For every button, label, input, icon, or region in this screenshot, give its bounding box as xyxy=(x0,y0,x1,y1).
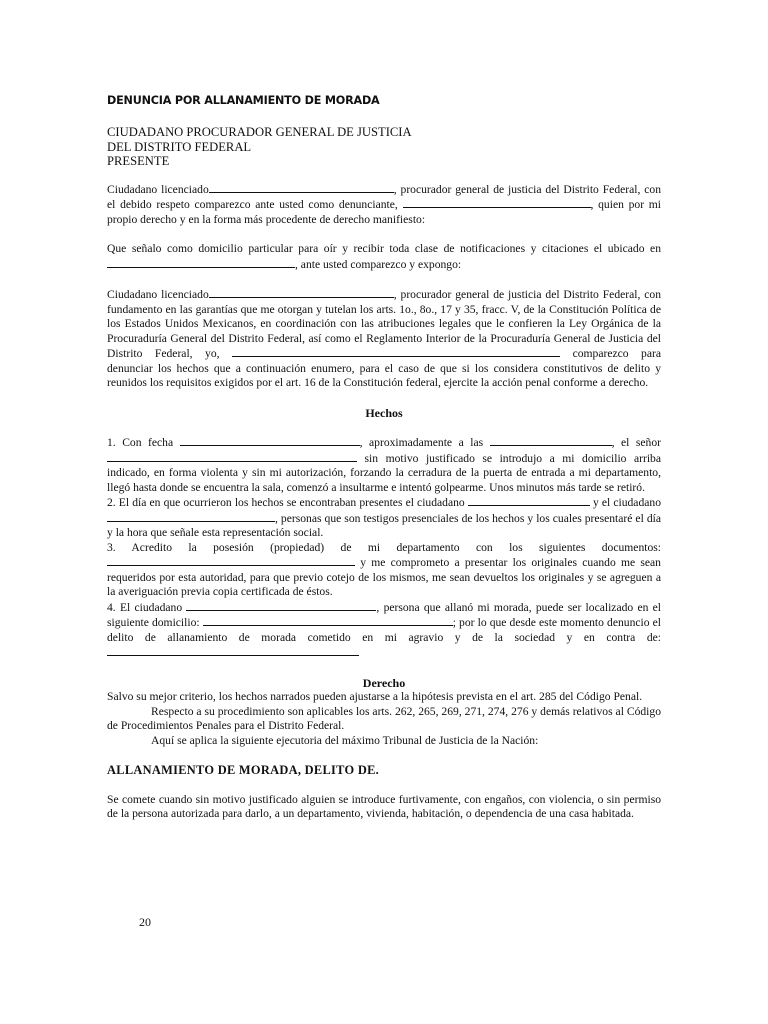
addressee-block xyxy=(107,125,661,169)
derecho-paragraph-2: Respecto a su procedimiento son aplicables los arts. 262, 265, 269, 271, 274, 276 y demás relativos al Código de Procedimientos Penales para el Distrito Federal. xyxy=(107,704,661,733)
blank-hora xyxy=(490,435,612,446)
hecho-3 xyxy=(107,541,661,600)
document-title: DENUNCIA POR ALLANAMIENTO DE MORADA xyxy=(107,94,380,107)
jurisprudence-title: ALLANAMIENTO DE MORADA, DELITO DE. xyxy=(107,763,380,778)
hecho4-text-c: ; por lo que desde este momento denuncio el delito de allanamiento de morada cometido en mi agravio y de la sociedad y en contra de: xyxy=(107,616,662,644)
para1-text-c: , quien por mi propio derecho y en la forma más procedente de derecho manifiesto: xyxy=(107,198,662,226)
blank-allanador-name xyxy=(186,600,376,611)
para2-text-b: , ante usted comparezco y expongo: xyxy=(295,257,462,271)
hecho3-text-b: y me comprometo a presentar los originales cuando me sean requeridos por esta autoridad, para que previo cotejo de los mismos, me sean devueltos los originales y se agreguen a la averiguación previa copia certificada de éstos. xyxy=(107,556,661,599)
paragraph-fundamento xyxy=(107,287,661,391)
hecho1-text-d: sin motivo justificado se introdujo a mi domicilio arriba indicado, en forma violenta y sin mi autorización, forzando la cerradura de la puerta de entrada a mi departamento, llegó hasta donde se encuentra la sala, comenzó a insultarme e intentó golpearme. Unos minutos más tarde se retiró. xyxy=(107,451,662,494)
addressee-line-2: DEL DISTRITO FEDERAL xyxy=(107,139,252,154)
hecho1-text-b: , aproximadamente a las xyxy=(359,436,484,450)
para2-text-a: Que señalo como domicilio particular para oír y recibir toda clase de notificaciones y citaciones el ubicado en xyxy=(107,242,661,256)
blank-senor-name xyxy=(107,451,357,462)
hecho-1 xyxy=(107,435,661,495)
para3-text-a: Ciudadano licenciado xyxy=(107,288,209,302)
document-page xyxy=(107,94,661,822)
blank-compareciente-name xyxy=(232,346,560,357)
blank-en-contra-de xyxy=(107,645,359,656)
hecho-2 xyxy=(107,495,661,541)
hecho2-text-c: , personas que son testigos presenciales de los hechos y los cuales presentaré el día y la hora que señale esta representación social. xyxy=(107,511,661,540)
hecho4-text-b: , persona que allanó mi morada, puede ser localizado en el siguiente domicilio: xyxy=(107,600,661,630)
derecho-paragraph-3: Aquí se aplica la siguiente ejecutoria del máximo Tribunal de Justicia de la Nación: xyxy=(151,733,539,747)
derecho-paragraph-1: Salvo su mejor criterio, los hechos narrados pueden ajustarse a la hipótesis prevista en el art. 285 del Código Penal. xyxy=(107,690,643,704)
hecho3-text-a: 3. Acredito la posesión (propiedad) de mi departamento con los siguientes documentos: xyxy=(107,540,661,554)
hecho4-text-a: 4. El ciudadano xyxy=(107,600,183,614)
hecho2-text-b: y el ciudadano xyxy=(592,496,661,510)
hecho1-text-a: 1. Con fecha xyxy=(107,436,174,450)
blank-denunciante-name xyxy=(403,197,591,208)
page-number: 20 xyxy=(139,915,151,929)
para1-text-b: , procurador general de justicia del Distrito Federal, con el debido respeto comparezco ante usted como denunciante, xyxy=(107,182,661,212)
jurisprudence-text: Se comete cuando sin motivo justificado alguien se introduce furtivamente, con engaños, con violencia, o sin permiso de la persona autorizada para darlo, a un departamento, vivienda, habitación, o dependencia de una casa habitada. xyxy=(107,792,661,821)
derecho-heading: Derecho xyxy=(362,675,406,690)
blank-testigo-1 xyxy=(468,495,590,506)
hecho1-text-c: , el señor xyxy=(611,436,661,450)
blank-domicilio xyxy=(107,257,295,268)
blank-allanador-domicilio xyxy=(203,615,453,626)
addressee-line-3: PRESENTE xyxy=(107,154,170,169)
hecho2-text-a: 2. El día en que ocurrieron los hechos se encontraban presentes el ciudadano xyxy=(107,496,465,510)
hecho-4 xyxy=(107,600,661,661)
blank-testigo-2 xyxy=(107,511,275,522)
blank-documentos xyxy=(107,555,355,566)
blank-licenciado-name xyxy=(209,182,394,193)
para1-text-a: Ciudadano licenciado xyxy=(107,182,209,196)
para3-text-b: , procurador general de justicia del Distrito Federal, con fundamento en las garantías que me otorgan y tutelan los arts. 1o., 8o., 17 y 35, fracc. V, de la Constitución Política de los Estados Unidos Mexicanos, en coordinación con las atribuciones legales que le confieren la Ley Orgánica de la Procuraduría General del Distrito Federal, así como el Reglamento Interior de la Procuraduría General de Justicia del Distrito Federal, yo, xyxy=(107,288,661,361)
paragraph-domicilio xyxy=(107,242,661,272)
blank-licenciado-name-2 xyxy=(209,287,394,298)
hechos-heading: Hechos xyxy=(365,405,403,420)
blank-fecha xyxy=(180,435,360,446)
paragraph-denunciante xyxy=(107,182,661,228)
para3-text-c: comparezco para denunciar los hechos que a continuación enumero, para el caso de que si los considera constitutivos de delito y reunidos los requisitos exigidos por el art. 16 de la Constitución federal, ejercite la acción penal conforme a derecho. xyxy=(107,347,661,390)
addressee-line-1: CIUDADANO PROCURADOR GENERAL DE JUSTICIA xyxy=(107,125,412,139)
